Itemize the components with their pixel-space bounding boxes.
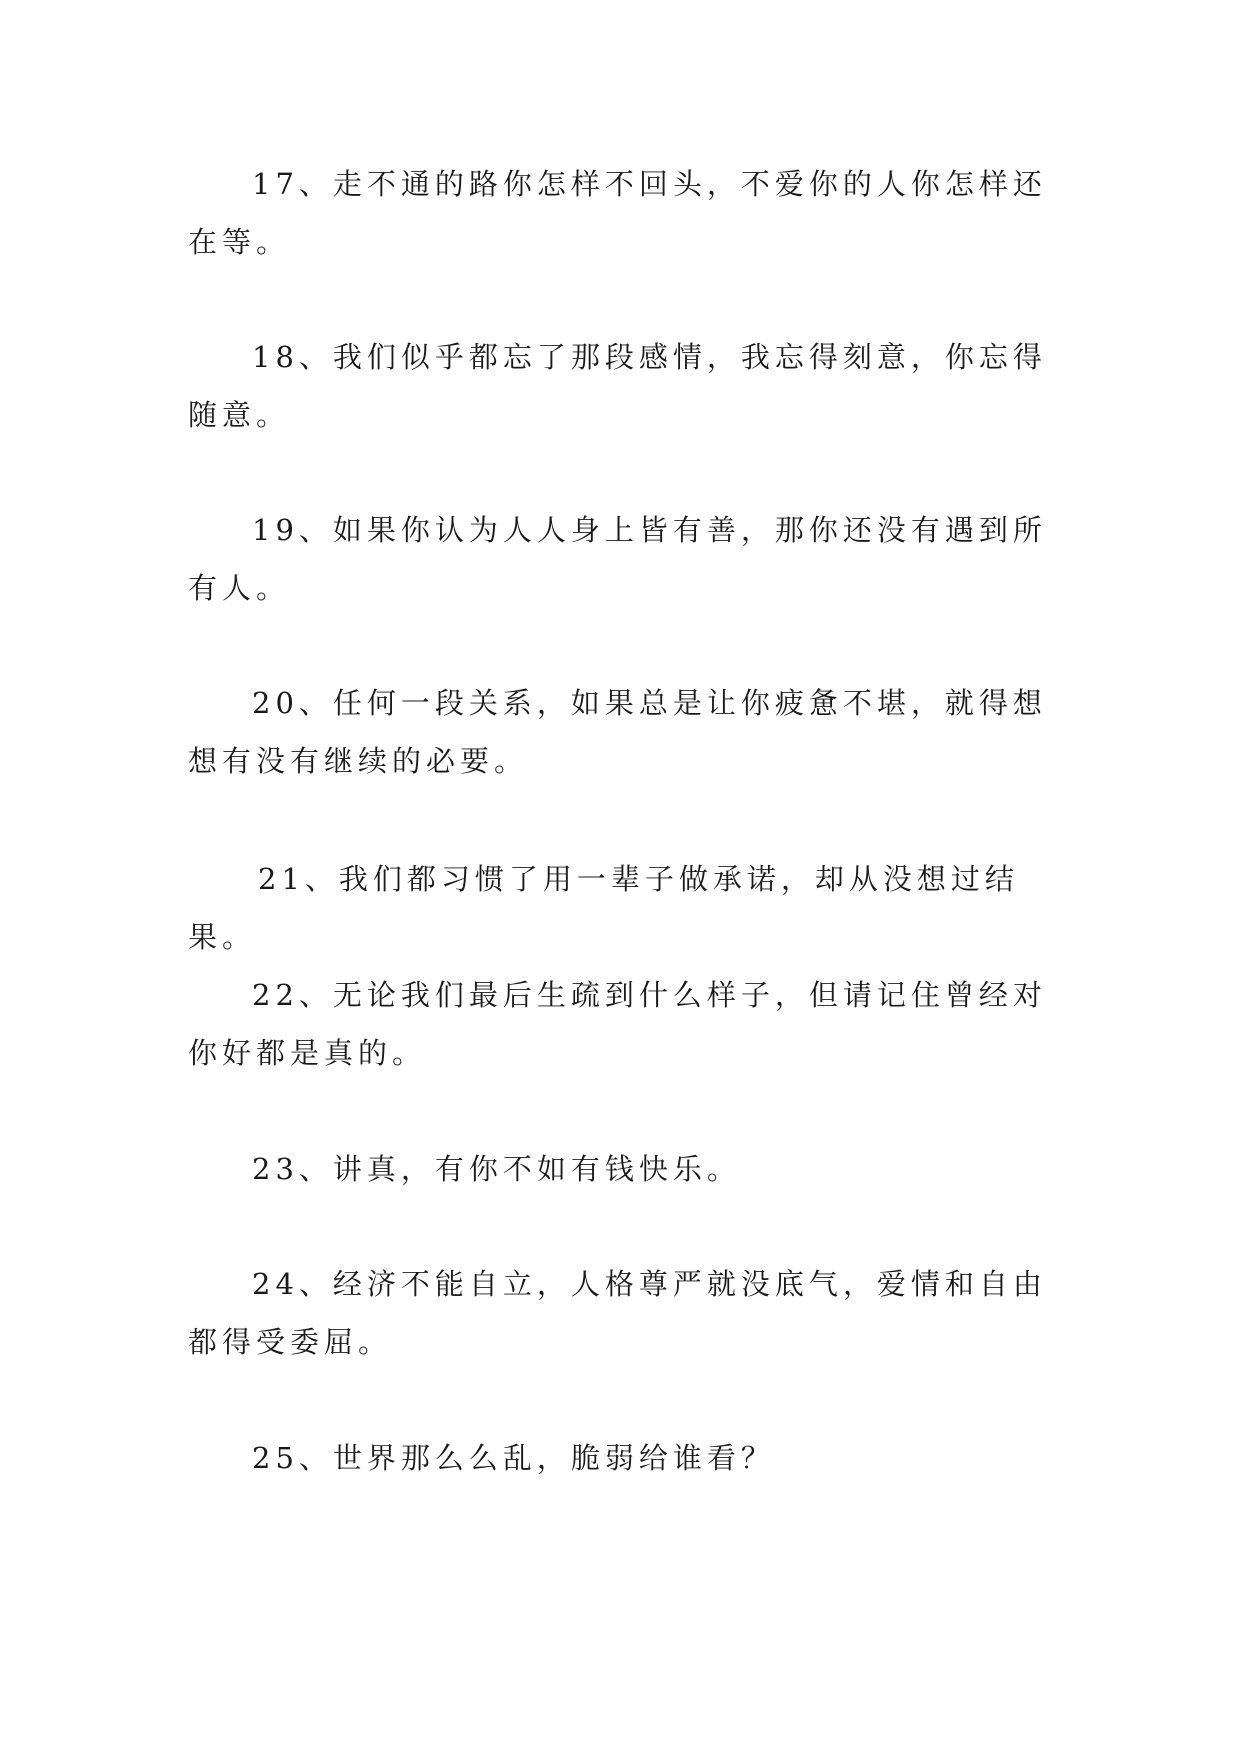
quote-paragraph-24: 24、经济不能自立，人格尊严就没底气，爱情和自由都得受委屈。 [188,1267,1047,1359]
quote-paragraph-19: 19、如果你认为人人身上皆有善，那你还没有遇到所有人。 [188,513,1047,605]
quote-paragraph-20: 20、任何一段关系，如果总是让你疲惫不堪，就得想想有没有继续的必要。 [188,686,1047,778]
quote-paragraph-17: 17、走不通的路你怎样不回头，不爱你的人你怎样还在等。 [188,167,1047,259]
quote-paragraph-21: 21、我们都习惯了用一辈子做承诺，却从没想过结果。 [188,862,1019,954]
quote-paragraph-23: 23、讲真，有你不如有钱快乐。 [252,1152,741,1186]
quote-paragraph-22: 22、无论我们最后生疏到什么样子，但请记住曾经对你好都是真的。 [188,978,1047,1070]
quote-paragraph-18: 18、我们似乎都忘了那段感情，我忘得刻意，你忘得随意。 [188,340,1047,432]
quote-paragraph-25: 25、世界那么么乱，脆弱给谁看？ [252,1441,775,1475]
